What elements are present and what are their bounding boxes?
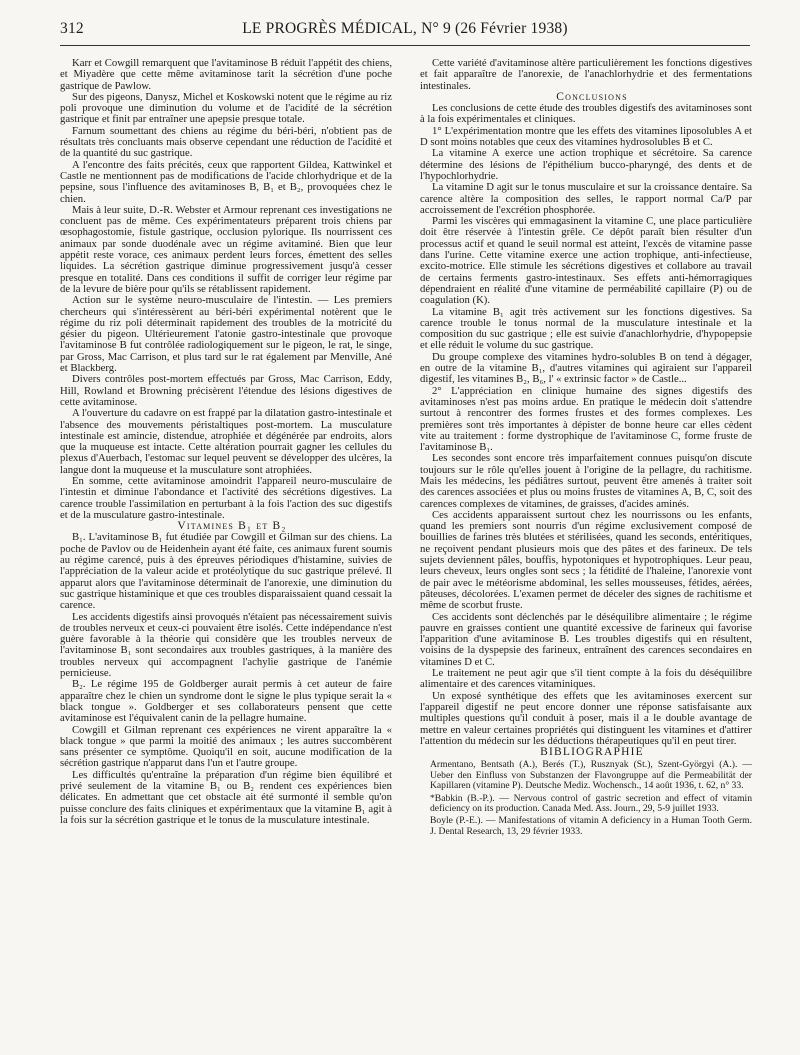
page-number: 312: [60, 20, 84, 37]
paragraph: Le traitement ne peut agir que s'il tient compte à la fois du déséquilibre alimentaire et des carences vitaminiques.: [420, 667, 752, 691]
section-heading-vitamines: Vitamines B₁ et B₂: [177, 520, 287, 533]
paragraph: A l'encontre des faits précités, ceux que rapportent Gildea, Kattwinkel et Castle ne mentionnent pas de modifications de l'acide chlorhydrique et de la pepsine, sous l'influence des avitaminoses B, B₁ et B₂, provoquées chez le chien.: [60, 158, 392, 205]
paragraph: Cowgill et Gilman reprenant ces expériences ne virent apparaître la « black tongue » que parmi la moitié des animaux ; les autres succombèrent sans présenter ce symptôme. Quoiqu'il en soit, aucune modification de la sécrétion gastrique n'apparut dans l'un et l'autre groupe.: [60, 723, 392, 770]
paragraph: La vitamine B₁ agit très activement sur les fonctions digestives. Sa carence trouble le tonus normal de la musculature intestinale et la composition du suc gastrique ; elle est suivie d'anachlorhydrie, d'hypopepsie et elle réduit le volume du suc gastrique.: [420, 305, 752, 352]
paragraph: Farnum soumettant des chiens au régime du béri-béri, n'obtient pas de résultats très concluants mais observe cependant une réduction de l'acidité et de la quantité du suc gastrique.: [60, 124, 392, 160]
paragraph: B₂. Le régime 195 de Goldberger aurait permis à cet auteur de faire apparaître chez le chien un syndrome dont le signe le plus typique serait la « black tongue ». Goldberger et ses collaborateurs pensent que cette avitaminose est l'équivalent canin de la pellagre humaine.: [60, 678, 392, 725]
bibliography-entry: Boyle (P.-E.). — Manifestations of vitamin A deficiency in a Human Tooth Germ. J. Dental Research, 13, 29 février 1933.: [430, 815, 752, 837]
paragraph: Un exposé synthétique des effets que les avitaminoses exercent sur l'appareil digestif ne peut encore donner une réponse satisfaisante aux multiples questions qu'il conduit à poser, mais il a le double avantage de mettre en valeur certaines propriétés qui distinguent les vitamines et d'attirer l'attention du médecin sur les déductions thérapeutiques qu'il en peut tirer.: [420, 689, 752, 747]
paragraph: Sur des pigeons, Danysz, Michel et Koskowski notent que le régime au riz poli provoque une diminution du volume et de l'acidité de la sécrétion gastrique et finit par entraîner une apepsie presque totale.: [60, 90, 392, 126]
running-header: [60, 20, 750, 42]
paragraph: Action sur le système neuro-musculaire de l'intestin. — Les premiers chercheurs qui s'intéressèrent au béri-béri expérimental notèrent que le régime du riz poli déterminait rapidement des troubles de la motricité du gésier du pigeon. Ultérieurement l'atonie gastro-intestinale que provoque l'avitaminose B fut contrôlée radiologiquement sur le pigeon, le rat, le singe, par Gross, Mac Carrison, et plus tard sur le rat également par Menville, Ané et Blackberg.: [60, 294, 392, 375]
paragraph: Ces accidents sont déclenchés par le déséquilibre alimentaire ; le régime pauvre en graisses contient une quantité excessive de farineux qui favorise l'apparition d'une avitaminose B. Les troubles digestifs qui en résultent, voisins de la dyspepsie des farineux, entraînent des carences secondaires en vitamines D et C.: [420, 610, 752, 668]
paragraph: Mais à leur suite, D.-R. Webster et Armour reprenant ces investigations ne concluent pas de même. Ces expérimentateurs préparent trois chiens par œsophagostomie, fistule gastrique, occlusion pylorique. Ils nourrissent ces animaux par sonde duodénale avec un régime avitaminé. Bien que leur appétit reste vorace, ces animaux perdent leurs forces, émettent des selles liquides. La sécrétion gastrique diminue progressivement jusqu'à cesser presque en totalité. Dans ces conditions il suffit de corriger leur régime par de la levure de bière pour qu'ils se rétablissent rapidement.: [60, 203, 392, 295]
paragraph: Les conclusions de cette étude des troubles digestifs des avitaminoses sont à la fois expérimentales et cliniques.: [420, 102, 752, 126]
paragraph: B₁. L'avitaminose B₁ fut étudiée par Cowgill et Gilman sur des chiens. La poche de Pavlov ou de Heidenhein ayant été faite, ces animaux furent soumis au régime carencé, puis à des épreuves périodiques d'histamine, suivies de l'appréciation de la valeur acide et protéolytique du suc gastrique prélevé. Il apparut alors que l'avitaminose déterminait de l'anorexie, une diminution du suc gastrique histaminique et que ces troubles disparaissaient quand cessait la carence.: [60, 531, 392, 612]
paragraph: Les accidents digestifs ainsi provoqués n'étaient pas nécessairement suivis de troubles nerveux et ceux-ci pouvaient être isolés. Cette indépendance n'est guère favorable à la théorie qui considère que les troubles nerveux de l'avitaminose B₁ sont secondaires aux troubles gastriques, à la manière des troubles nerveux qui accompagnent l'achylie gastrique de l'anémie pernicieuse.: [60, 610, 392, 680]
header-rule: [60, 45, 750, 46]
journal-title: LE PROGRÈS MÉDICAL, N° 9 (26 Février 1938): [242, 20, 568, 37]
paragraph: 2° L'appréciation en clinique humaine des signes digestifs des avitaminoses n'est pas moins ardue. En pratique le médecin doit s'attendre surtout à rencontrer des formes frustes et des formes complexes. Les premières sont très importantes à dépister de bonne heure car elles cèdent vite au traitement : forme dystrophique de l'avitaminose C, forme fruste de l'avitaminose B₁.: [420, 384, 752, 454]
paragraph: Les difficultés qu'entraîne la préparation d'un régime bien équilibré et privé seulement de la vitamine B₁ ou B₂ rendent ces expériences bien délicates. En admettant que cet obstacle ait été surmonté il semble qu'on puisse conclure des faits cliniques et expérimentaux que la vitamine B₁ agit à la fois sur la sécrétion gastrique et le tonus de la musculature intestinale.: [60, 768, 392, 826]
paragraph: Du groupe complexe des vitamines hydro-solubles B on tend à dégager, en outre de la vitamine B₁, d'autres vitamines qui agiraient sur l'appareil digestif, les vitamines B₂, B₆, l' « extrinsic factor » de Castle...: [420, 350, 752, 386]
section-heading-bibliographie: BIBLIOGRAPHIE: [540, 746, 644, 759]
paragraph: Divers contrôles post-mortem effectués par Gross, Mac Carrison, Eddy, Hill, Rowland et Browning précisèrent l'étendue des lésions digestives de cette avitaminose.: [60, 373, 392, 408]
paragraph: 1° L'expérimentation montre que les effets des vitamines liposolubles A et D sont moins notables que ceux des vitamines hydrosolubles B et C.: [420, 124, 752, 149]
bibliography-entry: Armentano, Bentsath (A.), Berés (T.), Rusznyak (St.), Szent-Györgyi (A.). — Ueber den Einfluss von Substanzen der Flavongruppe auf die Permeabilität der Kapillaren (vitamine P). Deutsche Mediz. Wochensch., 14 août 1936, t. 62, n° 33.: [430, 759, 752, 792]
bibliography-entry: *Babkin (B.-P.). — Nervous control of gastric secretion and effect of vitamin deficiency on its production. Canada Med. Ass. Journ., 29, 5-9 juillet 1933.: [430, 792, 752, 815]
paragraph: En somme, cette avitaminose amoindrit l'appareil neuro-musculaire de l'intestin et diminue l'abondance et l'activité des sécrétions digestives. La carence trouble l'assimilation en perturbant à la fois l'action des suc digestifs et de la musculature gastro-intestinale.: [60, 474, 392, 521]
paragraph: A l'ouverture du cadavre on est frappé par la dilatation gastro-intestinale et l'absence des mouvements péristaltiques post-mortem. La musculature intestinale est amincie, distendue, atrophiée et dégénérée par endroits, alors que la muqueuse est intacte. Cette altération pourrait gagner les cellules du plexus d'Auerbach, l'estomac sur lequel peuvent se développer des ulcères, la langue dont la muqueuse et la musculature sont atrophiées.: [60, 407, 392, 476]
left-column: [60, 58, 392, 1048]
section-heading-conclusions: Conclusions: [556, 90, 628, 103]
paragraph: Cette variété d'avitaminose altère particulièrement les fonctions digestives et fait apparaître de l'anorexie, de l'anachlorhydrie et des fermentations intestinales.: [420, 58, 752, 92]
paragraph: Karr et Cowgill remarquent que l'avitaminose B réduit l'appétit des chiens, et Miyadère que cette même avitaminose tarit la sécrétion d'une poche gastrique de Pawlow.: [60, 58, 392, 92]
paragraph: La vitamine A exerce une action trophique et sécrétoire. Sa carence détermine des lésions de l'épithélium bucco-pharyngé, des dents et de l'hypochlorhydrie.: [420, 147, 752, 182]
paragraph: Parmi les viscères qui emmagasinent la vitamine C, une place particulière doit être réservée à l'intestin grêle. Ce dépôt paraît bien résulter d'un processus actif et quand le seuil normal est atteint, l'excès de vitamine passe dans l'urine. Cette vitamine exerce une action trophique, anti-infectieuse, excito-motrice. Elle stimule les sécrétions digestives et collabore au travail de certains ferments gastro-intestinaux. Ses effets anti-hémorragiques dépendraient en réalité d'une vitamine de perméabilité capillaire (P) ou de coagulation (K).: [420, 215, 752, 307]
paragraph: Ces accidents apparaissent surtout chez les nourrissons ou les enfants, quand les premiers sont nourris d'un régime exclusivement composé de bouillies de farines très blutées et stérilisées, quand les seconds, entéritiques, ne reçoivent pendant plusieurs mois que des pâtes et des farineux. De tels sujets deviennent pâles, bouffis, hypotoniques et hypotrophiques. Leur peau, leurs cheveux, leurs ongles sont secs ; la fétidité de l'haleine, l'anorexie vont de pair avec le météorisme abdominal, les selles mousseuses, fétides, aérées, pâteuses, décolorées. L'examen permet de déceler des signes de rachitisme et même de scorbut fruste.: [420, 508, 752, 612]
paragraph: Les secondes sont encore très imparfaitement connues puisqu'on discute toujours sur le rôle qu'elles jouent à l'origine de la pellagre, du rachitisme. Mais les médecins, les pédiâtres surtout, peuvent être amenés à traiter soit des carences associées et plus ou moins frustes de vitamines A, B, C, soit des carences complexes de vitamines, de graisses, d'acides aminés.: [420, 452, 752, 510]
paragraph: La vitamine D agit sur le tonus musculaire et sur la croissance dentaire. Sa carence altère la composition des selles, le rapport normal Ca/P par accroissement de l'excrétion phosphorée.: [420, 181, 752, 216]
right-column: [420, 58, 752, 1048]
